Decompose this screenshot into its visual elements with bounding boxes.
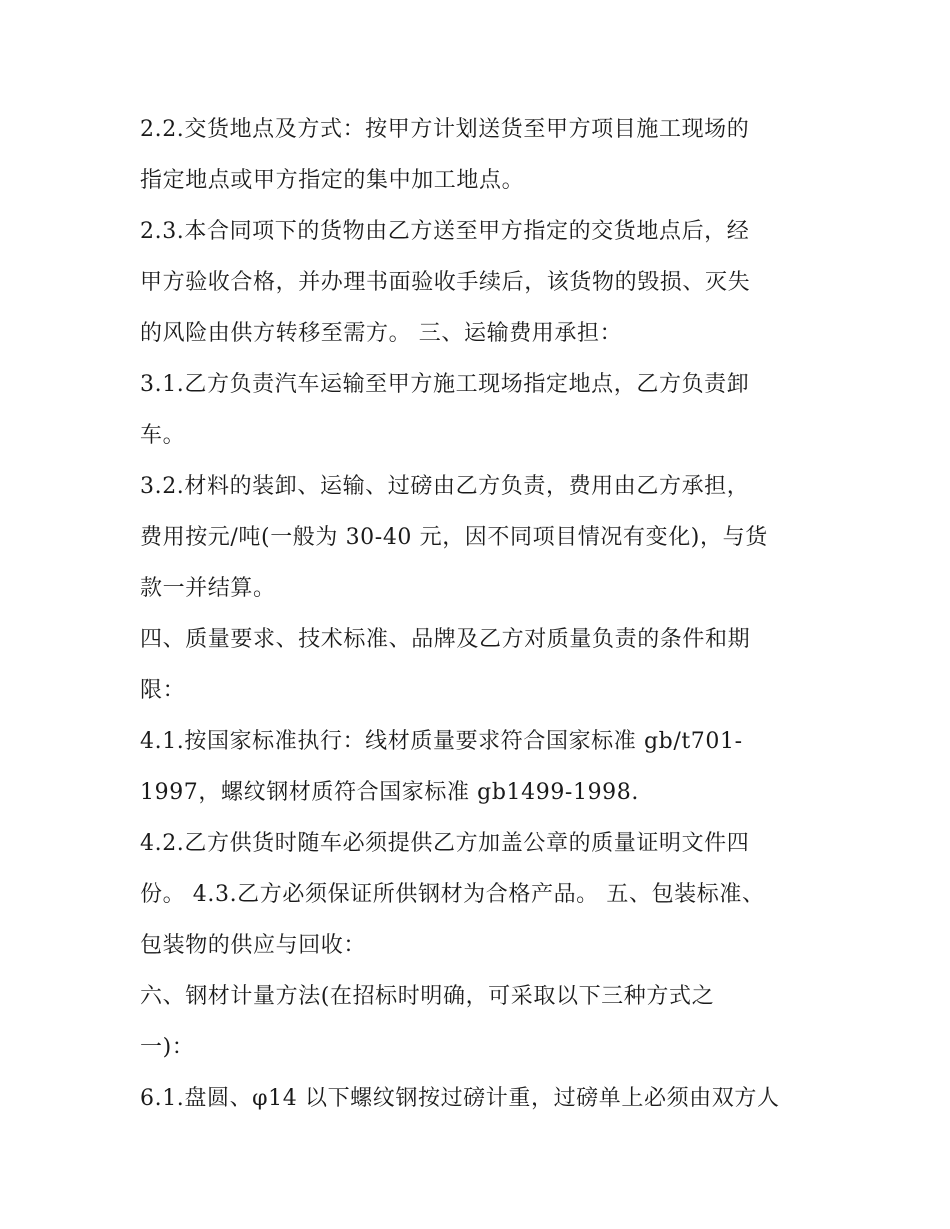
text-line-11: 四、质量要求、技术标准、品牌及乙方对质量负责的条件和期 bbox=[140, 627, 751, 652]
text-line-9: 费用按元/吨(一般为 30-40 元，因不同项目情况有变化)，与货 bbox=[140, 525, 768, 550]
text-line-5: 的风险由供方转移至需方。 三、运输费用承担： bbox=[140, 321, 623, 346]
text-line-8: 3.2.材料的装卸、运输、过磅由乙方负责，费用由乙方承担， bbox=[140, 474, 750, 499]
text-line-6: 3.1.乙方负责汽车运输至甲方施工现场指定地点，乙方负责卸 bbox=[140, 372, 750, 397]
text-line-19: 一)： bbox=[140, 1035, 195, 1060]
text-line-7: 车。 bbox=[140, 423, 186, 448]
text-line-18: 六、钢材计量方法(在招标时明确，可采取以下三种方式之 bbox=[140, 984, 715, 1009]
text-line-1: 2.2.交货地点及方式：按甲方计划送货至甲方项目施工现场的 bbox=[140, 117, 750, 142]
text-line-16: 份。 4.3.乙方必须保证所供钢材为合格产品。 五、包装标准、 bbox=[140, 882, 765, 907]
text-line-4: 甲方验收合格，并办理书面验收手续后，该货物的毁损、灭失 bbox=[140, 270, 751, 295]
text-line-3: 2.3.本合同项下的货物由乙方送至甲方指定的交货地点后，经 bbox=[140, 219, 750, 244]
text-line-2: 指定地点或甲方指定的集中加工地点。 bbox=[140, 168, 525, 193]
text-line-10: 款一并结算。 bbox=[140, 576, 276, 601]
text-line-14: 1997，螺纹钢材质符合国家标准 gb1499-1998. bbox=[140, 780, 639, 805]
text-line-13: 4.1.按国家标准执行：线材质量要求符合国家标准 gb/t701- bbox=[140, 729, 743, 754]
document-body bbox=[140, 104, 820, 1124]
text-line-12: 限： bbox=[140, 678, 186, 703]
text-line-20: 6.1.盘圆、φ14 以下螺纹钢按过磅计重，过磅单上必须由双方人 bbox=[140, 1086, 780, 1111]
text-line-15: 4.2.乙方供货时随车必须提供乙方加盖公章的质量证明文件四 bbox=[140, 831, 750, 856]
text-line-17: 包装物的供应与回收： bbox=[140, 933, 367, 958]
